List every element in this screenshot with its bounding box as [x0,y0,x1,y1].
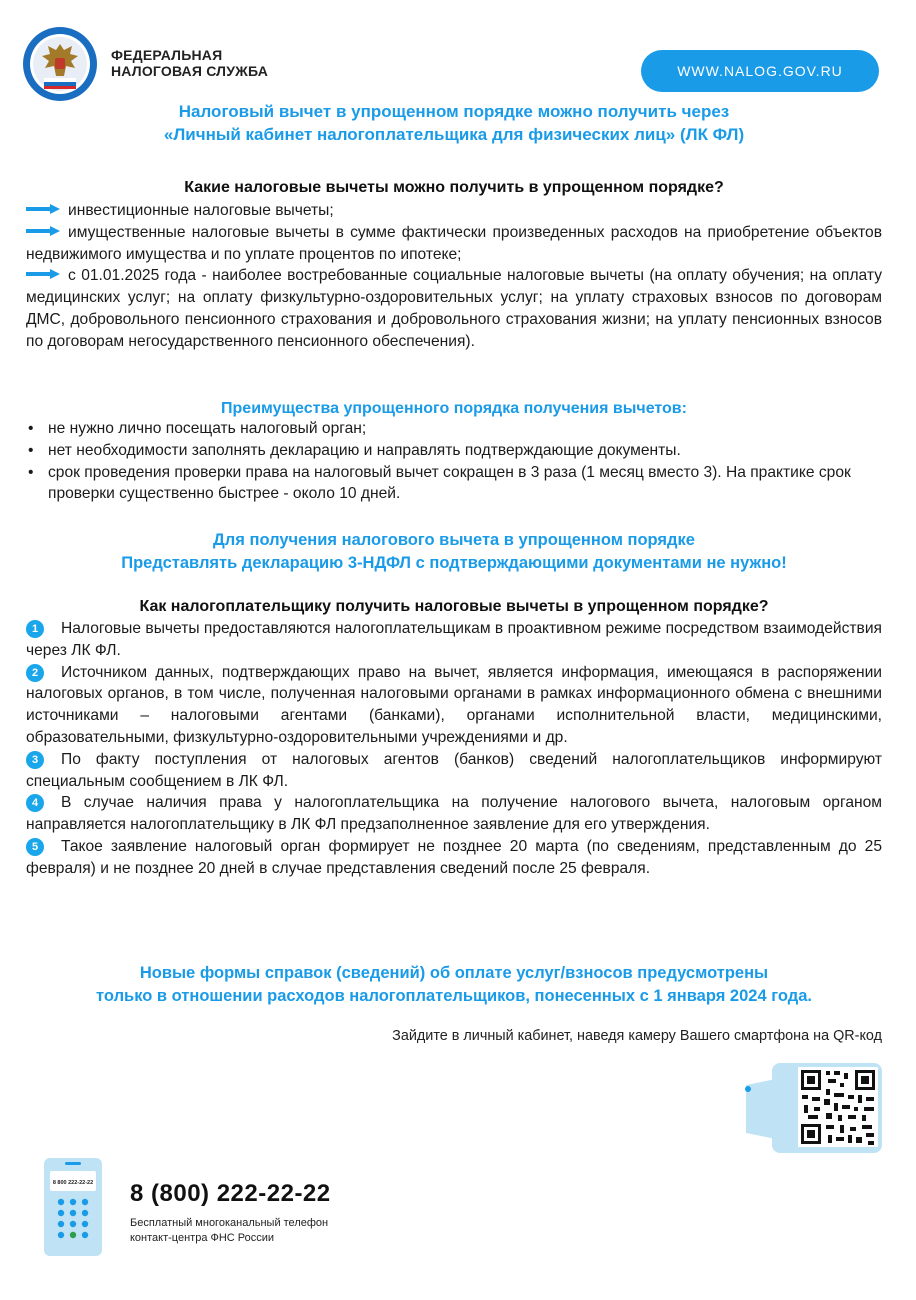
numbered-item-text: Источником данных, подтверждающих право на вычет, является информация, имеющаяся в распоряжении налоговых органов, в том числе, полученная налоговыми органами в рамках информационного обмена с внешними источниками – налоговыми агентами (банками), органами исполнительной власти, медицинскими, образовательными, физкультурно-оздоровительными учреждениями и др. [26,663,882,746]
number-badge: 1 [26,620,44,638]
list-item-text: с 01.01.2025 года - наиболее востребованные социальные налоговые вычеты (на оплату обучения; на оплату медицинских услуг; на оплату физкультурно-оздоровительных услуг; на уплату страховых взносов по договорам ДМС, добровольного пенсионного страхования и добровольного страхования жизни; на уплату пенсионных взносов по договорам негосударственного пенсионного обеспечения). [26,267,882,350]
org-line2: НАЛОГОВАЯ СЛУЖБА [111,63,269,79]
numbered-item-text: Такое заявление налоговый орган формирует не позднее 20 марта (по сведениям, представленным до 25 февраля) и не позднее 20 дней в случае представления сведений после 25 февраля. [26,837,882,877]
numbered-item [26,662,882,749]
phone-icon [44,1158,102,1256]
phone-description [130,1216,328,1246]
number-badge: 4 [26,794,44,812]
section1-heading: Какие налоговые вычеты можно получить в упрощенном порядке? [184,179,724,196]
section3-list [26,618,882,880]
notice-line1: Для получения налогового вычета в упрощенном порядке [213,531,695,549]
numbered-item-text: Налоговые вычеты предоставляются налогоплательщикам в проактивном режиме посредством взаимодействия через ЛК ФЛ. [26,620,882,659]
list-item: • не нужно лично посещать налоговый орган; [26,418,882,440]
notice-line2: Представлять декларацию 3-НДФЛ с подтверждающими документами не нужно! [121,554,787,572]
numbered-item [26,749,882,793]
numbered-item-text: В случае наличия права у налогоплательщика на получение налогового вычета, налоговым органом направляется налогоплательщику в ЛК ФЛ предзаполненное заявление для его утверждения. [26,794,882,834]
list-item [26,265,882,352]
org-line1: ФЕДЕРАЛЬНАЯ [111,47,223,63]
title-line1: Налоговый вычет в упрощенном порядке можно получить через [178,102,730,121]
footer-note [26,962,882,1008]
qr-code-icon[interactable] [742,1063,882,1153]
number-badge: 5 [26,838,44,856]
list-item: • срок проведения проверки права на налоговый вычет сокращен в 3 раза (1 месяц вместо 3). На практике срок проверки существенно быстрее - около 10 дней. [26,462,882,506]
title-line2: «Личный кабинет налогоплательщика для физических лиц» (ЛК ФЛ) [163,125,745,144]
footer-note-line2: только в отношении расходов налогоплательщиков, понесенных с 1 января 2024 года. [96,987,812,1005]
fns-emblem-icon [22,26,98,102]
website-button[interactable]: WWW.NALOG.GOV.RU [641,50,879,92]
phone-desc-line2: контакт-центра ФНС России [130,1232,275,1244]
phone-number[interactable]: 8 (800) 222-22-22 [130,1180,331,1207]
section2-heading: Преимущества упрощенного порядка получения вычетов: [221,400,687,417]
numbered-item [26,836,882,880]
arrow-right-icon [26,269,60,279]
list-item [26,200,882,222]
section2-list [26,418,882,505]
numbered-item [26,618,882,662]
number-badge: 3 [26,751,44,769]
list-item [26,222,882,266]
notice-block [26,529,882,575]
arrow-right-icon [26,204,60,214]
list-item: • нет необходимости заполнять декларацию и направлять подтверждающие документы. [26,440,882,462]
phone-desc-line1: Бесплатный многоканальный телефон [130,1217,329,1229]
number-badge: 2 [26,664,44,682]
list-item-text: инвестиционные налоговые вычеты; [68,202,334,219]
numbered-item-text: По факту поступления от налоговых агентов (банков) сведений налогоплательщиков информируют специальным сообщением в ЛК ФЛ. [26,750,882,790]
numbered-item [26,792,882,836]
page-title [26,100,882,146]
qr-caption: Зайдите в личный кабинет, наведя камеру Вашего смартфона на QR-код [392,1028,882,1044]
arrow-right-icon [26,226,60,236]
footer-note-line1: Новые формы справок (сведений) об оплате услуг/взносов предусмотрены [139,964,769,982]
section1-list [26,200,882,353]
phone-screen-text: 8 800 222-22-22 [52,1180,94,1186]
list-item-text: имущественные налоговые вычеты в сумме фактически произведенных расходов на приобретение объектов недвижимого имущества и по уплате процентов по ипотеке; [26,223,882,263]
section3-heading: Как налогоплательщику получить налоговые вычеты в упрощенном порядке? [139,598,769,615]
organization-name [111,47,268,79]
